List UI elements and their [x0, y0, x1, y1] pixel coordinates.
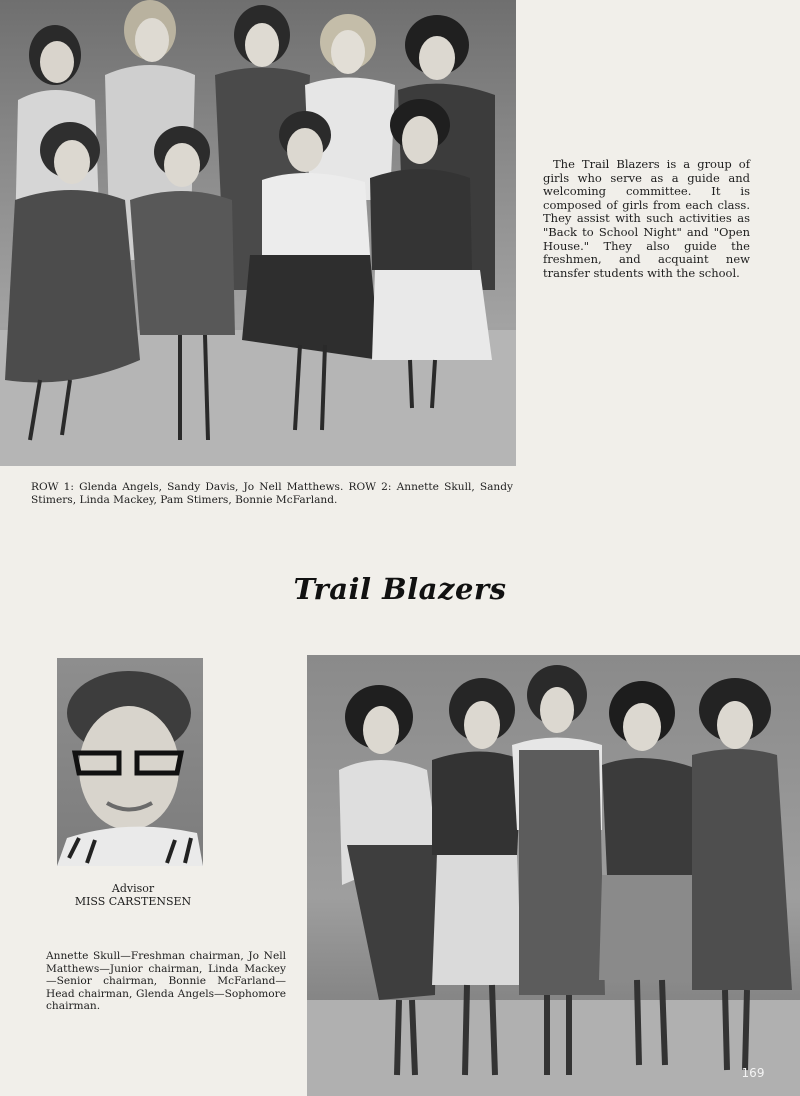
group-description: The Trail Blazers is a group of girls who serve as a guide and welcoming committee. It is composed of girls from each class. They assist with such activities as "Back to School Night" and "Open House." They also guide the freshmen, and acquaint new transfer students with the school.	[543, 157, 750, 280]
page-title: Trail Blazers	[293, 572, 507, 606]
advisor-caption	[40, 882, 226, 908]
page-number: 169	[741, 1066, 765, 1080]
advisor-name: MISS CARSTENSEN	[74, 895, 192, 908]
chairmen-photo	[307, 655, 800, 1096]
advisor-portrait	[57, 658, 203, 866]
chairmen-list: Annette Skull—Freshman chairman, Jo Nell Matthews—Junior chairman, Linda Mackey —Senior chairman, Bonnie McFarland—Head chairman, Glenda Angels—Sophomore chairman.	[46, 950, 286, 1013]
top-photo-caption: ROW 1: Glenda Angels, Sandy Davis, Jo Nell Matthews. ROW 2: Annette Skull, Sandy Stimers, Linda Mackey, Pam Stimers, Bonnie McFarland.	[31, 481, 513, 506]
group-photo-top	[0, 0, 516, 466]
advisor-label: Advisor	[111, 882, 155, 895]
